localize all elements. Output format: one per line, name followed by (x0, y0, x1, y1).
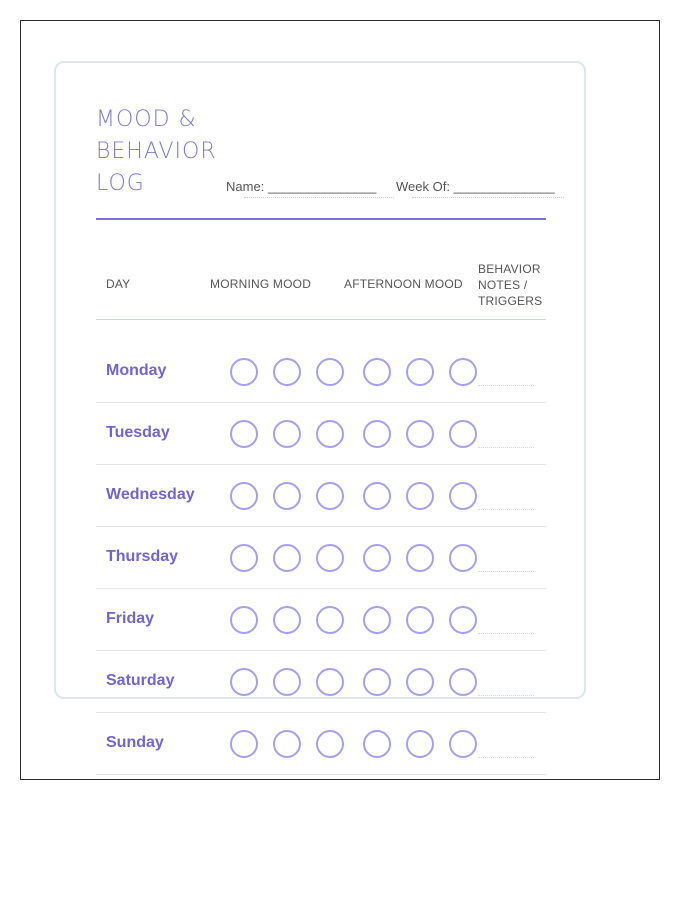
afternoon-mood-circle-2[interactable] (406, 606, 434, 634)
notes-header-line-1: BEHAVIOR (478, 262, 541, 276)
day-row-friday (96, 589, 546, 651)
behavior-notes-line[interactable] (478, 757, 534, 758)
morning-mood-circle-2[interactable] (273, 420, 301, 448)
morning-mood-circle-1[interactable] (230, 730, 258, 758)
behavior-notes-line[interactable] (478, 633, 534, 634)
header-rule (96, 218, 546, 220)
afternoon-mood-circle-3[interactable] (449, 544, 477, 572)
column-header-morning-mood: MORNING MOOD (210, 277, 312, 291)
morning-mood-circle-3[interactable] (316, 730, 344, 758)
day-label: Monday (106, 362, 167, 379)
column-header-afternoon-mood: AFTERNOON MOOD (344, 277, 463, 291)
afternoon-mood-circle-3[interactable] (449, 420, 477, 448)
day-label: Wednesday (106, 486, 195, 503)
afternoon-mood-circle-2[interactable] (406, 730, 434, 758)
morning-mood-circle-2[interactable] (273, 358, 301, 386)
afternoon-mood-circle-1[interactable] (363, 482, 391, 510)
day-label: Saturday (106, 672, 175, 689)
morning-mood-circle-3[interactable] (316, 544, 344, 572)
morning-mood-circle-1[interactable] (230, 358, 258, 386)
table-header-rule (96, 319, 546, 320)
behavior-notes-line[interactable] (478, 509, 534, 510)
afternoon-mood-circle-2[interactable] (406, 544, 434, 572)
day-row-wednesday (96, 465, 546, 527)
column-header-day: DAY (106, 277, 131, 291)
behavior-notes-line[interactable] (478, 385, 534, 386)
afternoon-mood-circle-1[interactable] (363, 358, 391, 386)
behavior-notes-line[interactable] (478, 447, 534, 448)
morning-mood-circle-1[interactable] (230, 668, 258, 696)
morning-mood-circle-3[interactable] (316, 606, 344, 634)
afternoon-mood-circle-2[interactable] (406, 420, 434, 448)
day-label: Sunday (106, 734, 164, 751)
morning-mood-circle-2[interactable] (273, 544, 301, 572)
behavior-notes-line[interactable] (478, 571, 534, 572)
afternoon-mood-circle-1[interactable] (363, 730, 391, 758)
afternoon-mood-circle-2[interactable] (406, 668, 434, 696)
afternoon-mood-circle-3[interactable] (449, 730, 477, 758)
title-line-3: LOG (96, 171, 145, 196)
afternoon-mood-circle-3[interactable] (449, 668, 477, 696)
morning-mood-circle-1[interactable] (230, 606, 258, 634)
page-title (96, 104, 236, 200)
morning-mood-circle-1[interactable] (230, 544, 258, 572)
row-divider (96, 774, 546, 775)
morning-mood-circle-2[interactable] (273, 730, 301, 758)
morning-mood-circle-1[interactable] (230, 420, 258, 448)
afternoon-mood-circle-2[interactable] (406, 482, 434, 510)
behavior-notes-line[interactable] (478, 695, 534, 696)
name-field[interactable]: Name: _______________ (226, 179, 377, 194)
afternoon-mood-circle-1[interactable] (363, 668, 391, 696)
morning-mood-circle-2[interactable] (273, 482, 301, 510)
day-row-sunday (96, 713, 546, 775)
afternoon-mood-circle-1[interactable] (363, 420, 391, 448)
morning-mood-circle-2[interactable] (273, 606, 301, 634)
name-field-underline (244, 197, 394, 198)
morning-mood-circle-3[interactable] (316, 358, 344, 386)
notes-header-line-2: NOTES / (478, 278, 528, 292)
day-label: Tuesday (106, 424, 170, 441)
afternoon-mood-circle-2[interactable] (406, 358, 434, 386)
afternoon-mood-circle-1[interactable] (363, 544, 391, 572)
column-header-behavior-notes (478, 261, 542, 309)
afternoon-mood-circle-3[interactable] (449, 606, 477, 634)
title-line-2: BEHAVIOR (96, 139, 217, 164)
morning-mood-circle-2[interactable] (273, 668, 301, 696)
morning-mood-circle-3[interactable] (316, 420, 344, 448)
notes-header-line-3: TRIGGERS (478, 294, 543, 308)
day-row-thursday (96, 527, 546, 589)
title-line-1: MOOD & (96, 107, 197, 132)
afternoon-mood-circle-3[interactable] (449, 482, 477, 510)
week-of-field[interactable]: Week Of: ______________ (396, 179, 555, 194)
morning-mood-circle-3[interactable] (316, 482, 344, 510)
afternoon-mood-circle-1[interactable] (363, 606, 391, 634)
morning-mood-circle-1[interactable] (230, 482, 258, 510)
day-row-saturday (96, 651, 546, 713)
week-of-field-underline (412, 197, 564, 198)
day-label: Friday (106, 610, 155, 627)
morning-mood-circle-3[interactable] (316, 668, 344, 696)
afternoon-mood-circle-3[interactable] (449, 358, 477, 386)
day-row-monday (96, 341, 546, 403)
day-label: Thursday (106, 548, 179, 565)
day-row-tuesday (96, 403, 546, 465)
